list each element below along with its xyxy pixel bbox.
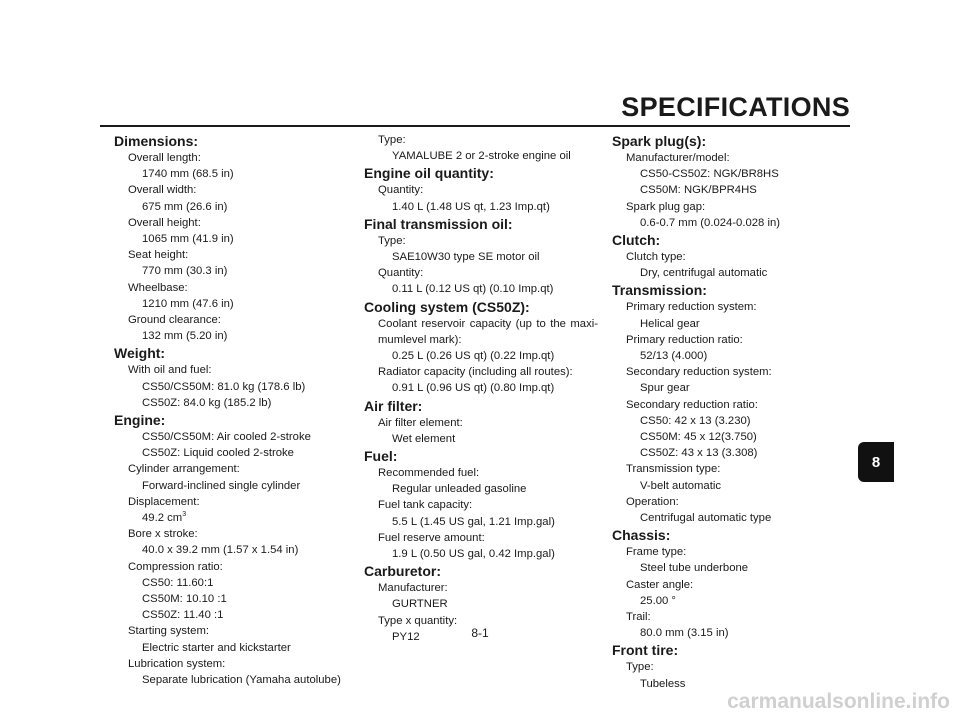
spec-label: Ground clearance:	[128, 314, 221, 327]
spec-label: Manufacturer:	[378, 582, 448, 595]
section-title-engine-oil: Engine oil quantity:	[364, 165, 494, 182]
spec-value: Steel tube underbone	[640, 562, 749, 575]
section-title-chassis: Chassis:	[612, 527, 671, 544]
spec-value: CS50M: 10.10 :1	[142, 593, 227, 606]
chapter-tab: 8	[858, 442, 894, 482]
spec-label: With oil and fuel:	[128, 364, 212, 377]
spec-value-displacement	[114, 510, 354, 526]
spec-value: CS50M: NGK/BPR4HS	[640, 184, 757, 197]
spec-value: CS50Z: 11.40 :1	[142, 609, 224, 622]
section-title-final-transmission: Final transmission oil:	[364, 215, 513, 232]
spec-label: Secondary reduction system:	[626, 366, 772, 379]
spec-value: CS50M: 45 x 12(3.750)	[640, 431, 757, 444]
section-title-spark-plug: Spark plug(s):	[612, 133, 707, 149]
spec-value: 132 mm (5.20 in)	[142, 330, 228, 343]
spec-value: 1.9 L (0.50 US gal, 0.42 Imp.gal)	[392, 548, 555, 561]
spec-label: Wheelbase:	[128, 281, 188, 294]
spec-value: 40.0 x 39.2 mm (1.57 x 1.54 in)	[142, 544, 299, 557]
section-title-transmission: Transmission:	[612, 282, 707, 299]
spec-value: Separate lubrication (Yamaha autolube)	[142, 674, 341, 687]
section-title-carburetor: Carburetor:	[364, 563, 442, 580]
column-3	[612, 132, 852, 692]
spec-value: 80.0 mm (3.15 in)	[640, 627, 729, 640]
spec-label: Caster angle:	[626, 578, 694, 591]
spec-label: Displacement:	[128, 495, 200, 508]
spec-value: YAMALUBE 2 or 2-stroke engine oil	[392, 150, 571, 163]
spec-value: V-belt automatic	[640, 479, 722, 492]
section-title-front-tire: Front tire:	[612, 642, 679, 659]
spec-label: Manufacturer/model:	[626, 152, 730, 164]
spec-value: GURTNER	[392, 598, 448, 611]
spec-value: 0.11 L (0.12 US qt) (0.10 Imp.qt)	[392, 283, 554, 296]
spec-label: Seat height:	[128, 249, 189, 262]
spec-label: Clutch type:	[626, 251, 686, 264]
spec-label: Primary reduction system:	[626, 301, 757, 314]
spec-label: Type:	[378, 134, 406, 146]
page-title: SPECIFICATIONS	[621, 92, 850, 122]
watermark: carmanualsonline.info	[727, 690, 950, 713]
spec-label: Quantity:	[378, 267, 424, 280]
section-title-engine: Engine:	[114, 412, 166, 429]
spec-value: Wet element	[392, 432, 456, 445]
page-header	[100, 92, 850, 127]
spec-label: Cylinder arrangement:	[128, 463, 240, 476]
section-title-fuel: Fuel:	[364, 448, 398, 465]
spec-value: CS50: 11.60:1	[142, 576, 214, 589]
spec-value: Spur gear	[640, 382, 690, 395]
spec-label: Transmission type:	[626, 463, 721, 476]
spec-value: CS50-CS50Z: NGK/BR8HS	[640, 168, 779, 181]
spec-value: 675 mm (26.6 in)	[142, 200, 228, 213]
spec-value: CS50/CS50M: 81.0 kg (178.6 lb)	[142, 380, 306, 393]
spec-value: Forward-inclined single cylinder	[142, 479, 301, 492]
spec-value: CS50Z: Liquid cooled 2-stroke	[142, 447, 294, 460]
spec-value: 0.25 L (0.26 US qt) (0.22 Imp.qt)	[392, 350, 555, 363]
section-title-cooling: Cooling system (CS50Z):	[364, 298, 530, 315]
spec-value: Helical gear	[640, 317, 700, 330]
spec-label: Frame type:	[626, 546, 687, 559]
spec-label: Spark plug gap:	[626, 200, 706, 213]
spec-value: 0.6-0.7 mm (0.024-0.028 in)	[640, 216, 781, 229]
spec-label: Coolant reservoir capacity (up to the maxi-mumlevel mark):	[378, 317, 598, 346]
spec-label: Overall length:	[128, 152, 201, 164]
spec-label: Overall width:	[128, 184, 197, 197]
spec-label: Fuel tank capacity:	[378, 499, 473, 512]
section-title-air-filter: Air filter:	[364, 397, 423, 414]
spec-value: 1740 mm (68.5 in)	[142, 168, 234, 181]
spec-value: 25.00 °	[640, 594, 676, 607]
spec-value: Tubeless	[640, 677, 686, 690]
spec-value: Centrifugal automatic type	[640, 512, 772, 525]
spec-value: SAE10W30 type SE motor oil	[392, 251, 540, 264]
spec-label: Overall height:	[128, 216, 201, 229]
spec-value: Regular unleaded gasoline	[392, 483, 527, 496]
section-title-dimensions: Dimensions:	[114, 133, 199, 149]
spec-value: CS50/CS50M: Air cooled 2-stroke	[142, 431, 311, 444]
spec-value: 5.5 L (1.45 US gal, 1.21 Imp.gal)	[392, 515, 555, 528]
displacement-number: 49.2 cm	[142, 512, 183, 525]
spec-label: Type:	[378, 234, 406, 247]
page-number: 8-1	[471, 626, 489, 640]
spec-label: Lubrication system:	[128, 657, 226, 670]
spec-label: Fuel reserve amount:	[378, 531, 485, 544]
spec-value: CS50Z: 43 x 13 (3.308)	[640, 447, 758, 460]
spec-label: Quantity:	[378, 184, 424, 197]
spec-value: CS50Z: 84.0 kg (185.2 lb)	[142, 396, 272, 409]
spec-value: 770 mm (30.3 in)	[142, 265, 228, 278]
spec-label: Type:	[626, 661, 654, 674]
spec-value: 1.40 L (1.48 US qt, 1.23 Imp.qt)	[392, 200, 550, 213]
spec-label: Air filter element:	[378, 416, 463, 429]
spec-label: Compression ratio:	[128, 560, 223, 573]
column-2	[364, 132, 598, 645]
spec-label: Primary reduction ratio:	[626, 333, 743, 346]
spec-value: Dry, centrifugal automatic	[640, 267, 768, 280]
spec-value: 1210 mm (47.6 in)	[142, 297, 234, 310]
section-title-weight: Weight:	[114, 345, 166, 362]
spec-value: Electric starter and kickstarter	[142, 641, 291, 654]
spec-label: Bore x stroke:	[128, 528, 198, 541]
spec-label: Recommended fuel:	[378, 467, 480, 480]
column-1	[114, 132, 354, 688]
spec-value: PY12	[392, 630, 420, 643]
spec-label: Operation:	[626, 495, 679, 508]
spec-value: 52/13 (4.000)	[640, 350, 708, 363]
spec-label: Starting system:	[128, 625, 209, 638]
spec-label: Secondary reduction ratio:	[626, 398, 758, 411]
spec-label: Trail:	[626, 611, 651, 624]
spec-label: Radiator capacity (including all routes):	[378, 366, 573, 379]
spec-value: 1065 mm (41.9 in)	[142, 233, 234, 246]
spec-value: CS50: 42 x 13 (3.230)	[640, 414, 751, 427]
section-title-clutch: Clutch:	[612, 232, 661, 249]
displacement-superscript: 3	[182, 511, 187, 519]
spec-label: Type x quantity:	[378, 614, 458, 627]
spec-value: 0.91 L (0.96 US qt) (0.80 Imp.qt)	[392, 382, 555, 395]
